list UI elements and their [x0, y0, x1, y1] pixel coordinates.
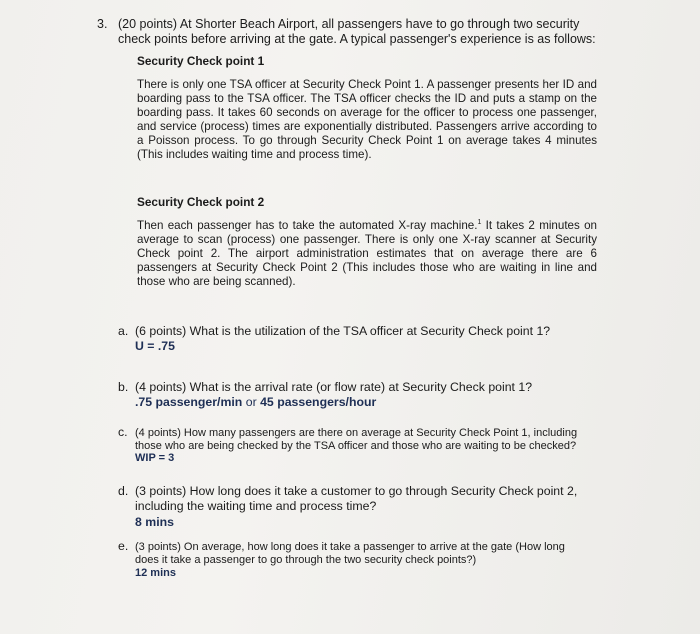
- part-c-answer: WIP = 3: [135, 452, 175, 464]
- checkpoint2-body: [137, 219, 597, 289]
- checkpoint1-body: There is only one TSA officer at Security Check Point 1. A passenger presents her ID and boarding pass to the TSA officer. The TSA officer checks the ID and puts a stamp on the boarding pass. It takes 60 seconds on average for the officer to process one passenger, and service (process) times are exponentially distributed. Passengers arrive according to a Poisson process. To go through Security Check Point 1 on average takes 4 minutes (This includes waiting time and process time).: [137, 78, 597, 162]
- part-b-answer-rate-min: .75 passenger/min: [135, 395, 243, 409]
- part-b-answer-or: or: [242, 395, 261, 409]
- part-d-question: (3 points) How long does it take a customer to go through Security Check point 2, including the waiting time and process time?: [135, 484, 578, 513]
- part-b-letter: b.: [118, 380, 129, 394]
- part-b-answer-rate-hour: 45 passengers/hour: [260, 395, 377, 409]
- checkpoint2-body-part2: It takes 2 minutes on average to scan (process) one passenger. There is only one X-ray scanner at Security Check point 2. The airport administration estimates that on average there are 6 passengers at Security Check Point 2 (This includes those who are waiting in line and those who are being scanned).: [137, 219, 597, 289]
- checkpoint1-heading: Security Check point 1: [137, 54, 265, 68]
- question-intro: (20 points) At Shorter Beach Airport, all passengers have to go through two security check points before arriving at the gate. A typical passenger's experience is as follows:: [118, 17, 596, 46]
- part-c-question: (4 points) How many passengers are there on average at Security Check Point 1, including those who are being checked by the TSA officer and those who are waiting to be checked?: [135, 427, 578, 452]
- checkpoint2-body-part1: Then each passenger has to take the automated X-ray machine.: [137, 219, 478, 232]
- part-d-answer: 8 mins: [135, 515, 174, 529]
- part-d-letter: d.: [118, 484, 129, 498]
- question-number: 3.: [97, 17, 108, 31]
- part-a-letter: a.: [118, 324, 129, 338]
- part-c-letter: c.: [118, 425, 128, 439]
- checkpoint2-heading: Security Check point 2: [137, 195, 265, 209]
- part-b-question: (4 points) What is the arrival rate (or flow rate) at Security Check point 1?: [135, 380, 533, 394]
- part-a-answer: U = .75: [135, 339, 175, 353]
- part-b-answer: [135, 395, 376, 409]
- part-a-question: (6 points) What is the utilization of the TSA officer at Security Check point 1?: [135, 324, 551, 338]
- part-e-answer: 12 mins: [135, 567, 176, 579]
- footnote-mark: 1: [477, 219, 482, 227]
- part-e-letter: e.: [118, 539, 129, 553]
- part-e-question: (3 points) On average, how long does it take a passenger to arrive at the gate (How long does it take a passenger to go through the two security check points?): [135, 541, 565, 566]
